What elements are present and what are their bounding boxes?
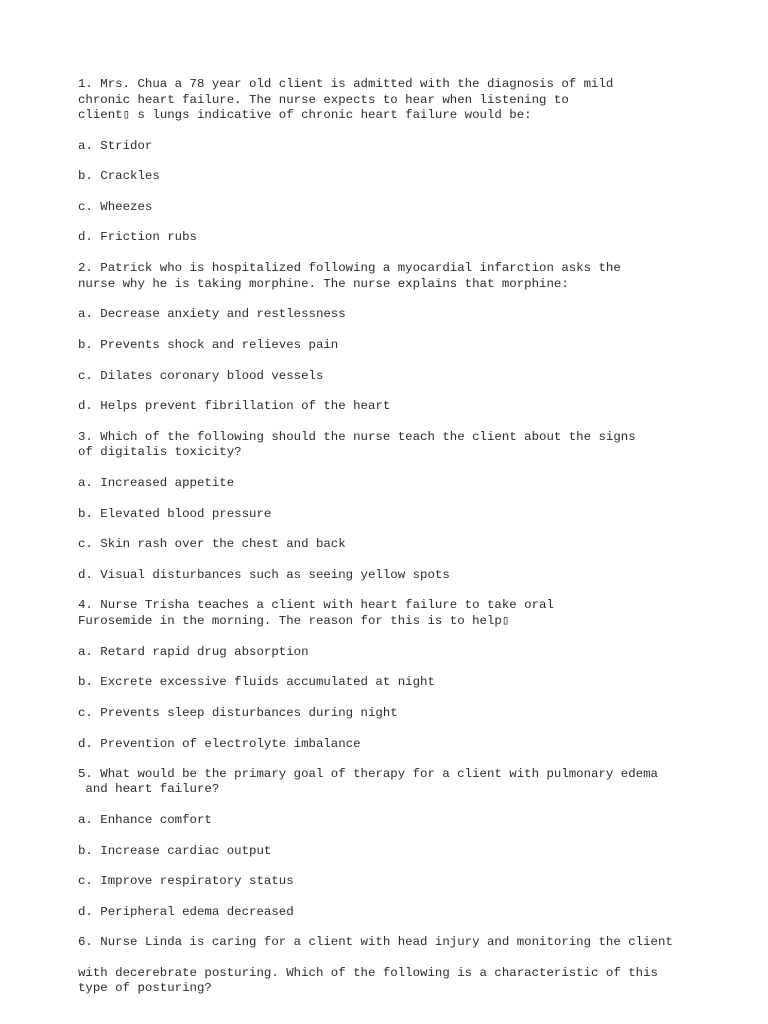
question-6-stem-line-1: 6. Nurse Linda is caring for a client with head injury and monitoring the client — [78, 935, 673, 949]
question-3-option-b: b. Elevated blood pressure — [78, 507, 272, 521]
question-2-stem-line-2: nurse why he is taking morphine. The nurse explains that morphine: — [78, 277, 569, 291]
question-3-stem-line-2: of digitalis toxicity? — [78, 445, 242, 459]
question-3-option-a: a. Increased appetite — [78, 476, 235, 490]
question-6-stem-line-3: type of posturing? — [78, 981, 212, 995]
question-1-option-d: d. Friction rubs — [78, 230, 197, 244]
question-5-option-d: d. Peripheral edema decreased — [78, 905, 294, 919]
question-4-option-b: b. Excrete excessive fluids accumulated at night — [78, 675, 435, 689]
question-2-option-b: b. Prevents shock and relieves pain — [78, 338, 339, 352]
question-2-option-a: a. Decrease anxiety and restlessness — [78, 307, 346, 321]
question-2-stem-line-1: 2. Patrick who is hospitalized following a myocardial infarction asks the — [78, 261, 621, 275]
question-1-stem-line-1: 1. Mrs. Chua a 78 year old client is admitted with the diagnosis of mild — [78, 77, 614, 91]
question-5-stem-line-2: and heart failure? — [78, 782, 220, 796]
question-1-stem-line-2: chronic heart failure. The nurse expects to hear when listening to — [78, 93, 569, 107]
question-6-stem-line-2: with decerebrate posturing. Which of the following is a characteristic of this — [78, 966, 658, 980]
question-4-option-a: a. Retard rapid drug absorption — [78, 645, 309, 659]
question-1-option-a: a. Stridor — [78, 139, 153, 153]
question-5-option-b: b. Increase cardiac output — [78, 844, 272, 858]
question-4-option-d: d. Prevention of electrolyte imbalance — [78, 737, 361, 751]
question-1-option-b: b. Crackles — [78, 169, 160, 183]
question-3-stem-line-1: 3. Which of the following should the nurse teach the client about the signs — [78, 430, 636, 444]
question-2-option-d: d. Helps prevent fibrillation of the heart — [78, 399, 391, 413]
question-5-option-a: a. Enhance comfort — [78, 813, 212, 827]
question-4-stem-line-1: 4. Nurse Trisha teaches a client with heart failure to take oral — [78, 598, 554, 612]
question-3-option-c: c. Skin rash over the chest and back — [78, 537, 346, 551]
question-3-option-d: d. Visual disturbances such as seeing yellow spots — [78, 568, 450, 582]
question-1-stem-line-3: client▯ s lungs indicative of chronic heart failure would be: — [78, 108, 532, 122]
question-4-option-c: c. Prevents sleep disturbances during night — [78, 706, 398, 720]
question-4-stem-line-2: Furosemide in the morning. The reason for this is to help▯ — [78, 614, 510, 628]
question-2-option-c: c. Dilates coronary blood vessels — [78, 369, 324, 383]
question-1-option-c: c. Wheezes — [78, 200, 153, 214]
question-5-option-c: c. Improve respiratory status — [78, 874, 294, 888]
question-5-stem-line-1: 5. What would be the primary goal of therapy for a client with pulmonary edema — [78, 767, 658, 781]
